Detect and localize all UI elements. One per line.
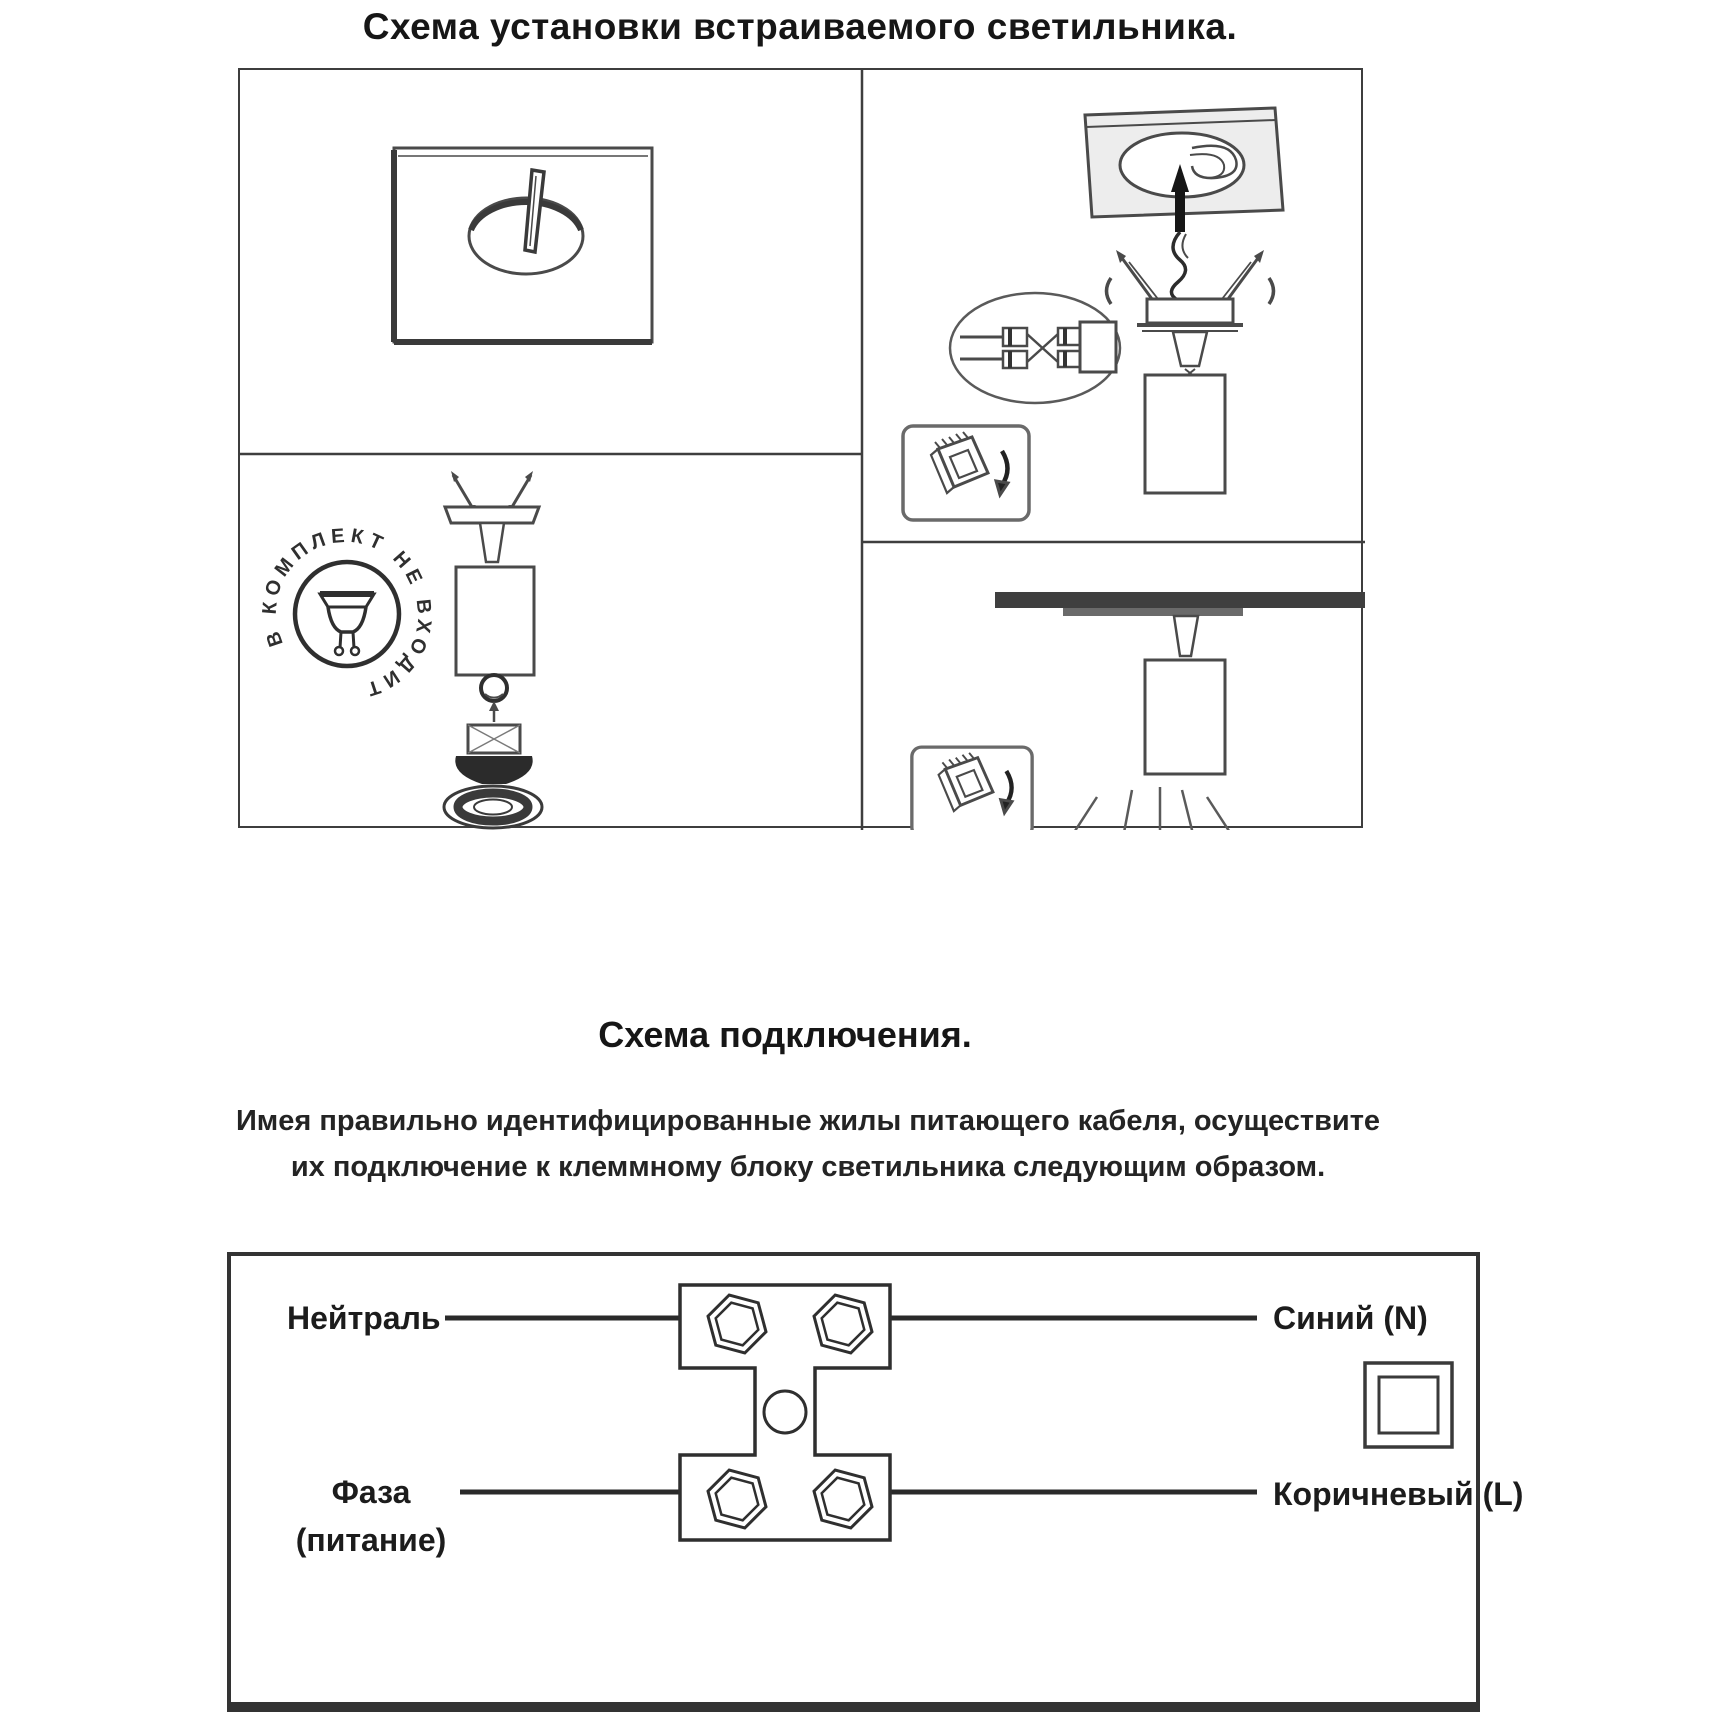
step-insert-lamp-drawing <box>259 471 542 828</box>
installation-figure-drawing <box>240 70 1365 830</box>
light-rays <box>1060 787 1244 830</box>
phase-label-line-2: (питание) <box>295 1522 447 1558</box>
wiring-diagram <box>227 1252 1524 1712</box>
gu10-lamp-icon <box>320 594 374 655</box>
terminal-block <box>680 1285 890 1540</box>
connection-section-title: Схема подключения. <box>598 1014 972 1055</box>
class-ii-double-square-icon <box>1365 1363 1452 1447</box>
connection-intro-text <box>0 1098 1616 1190</box>
gu10-lamp-drawing <box>455 725 532 784</box>
wire-connector-detail <box>950 293 1120 403</box>
step-cut-hole-drawing <box>394 148 652 342</box>
wall-switch-icon <box>912 747 1032 830</box>
step-connect-wires-drawing <box>903 108 1283 520</box>
wall-switch-icon <box>903 426 1029 520</box>
phase-label <box>271 1468 471 1564</box>
neutral-label: Нейтраль <box>287 1300 441 1336</box>
stamp-text: В КОМПЛЕКТ НЕ ВХОДИТ <box>258 524 436 702</box>
step-finished-drawing <box>912 592 1365 830</box>
intro-line-1: Имея правильно идентифицированные жилы питающего кабеля, осуществите <box>235 1105 1381 1137</box>
brown-l-label: Коричневый (L) <box>1273 1476 1524 1512</box>
phase-label-line-1: Фаза <box>331 1474 411 1510</box>
intro-line-2: их подключение к клеммному блоку светильника следующим образом. <box>290 1151 1326 1183</box>
installation-figure <box>238 68 1363 828</box>
trim-ring-drawing <box>444 786 542 828</box>
lamp-not-included-stamp <box>259 525 436 702</box>
blue-n-label: Синий (N) <box>1273 1300 1428 1336</box>
install-section-title: Схема установки встраиваемого светильника. <box>362 6 1238 47</box>
ceiling-bar <box>995 592 1365 608</box>
svg-text:В КОМПЛЕКТ НЕ ВХОДИТ <box>259 525 436 702</box>
